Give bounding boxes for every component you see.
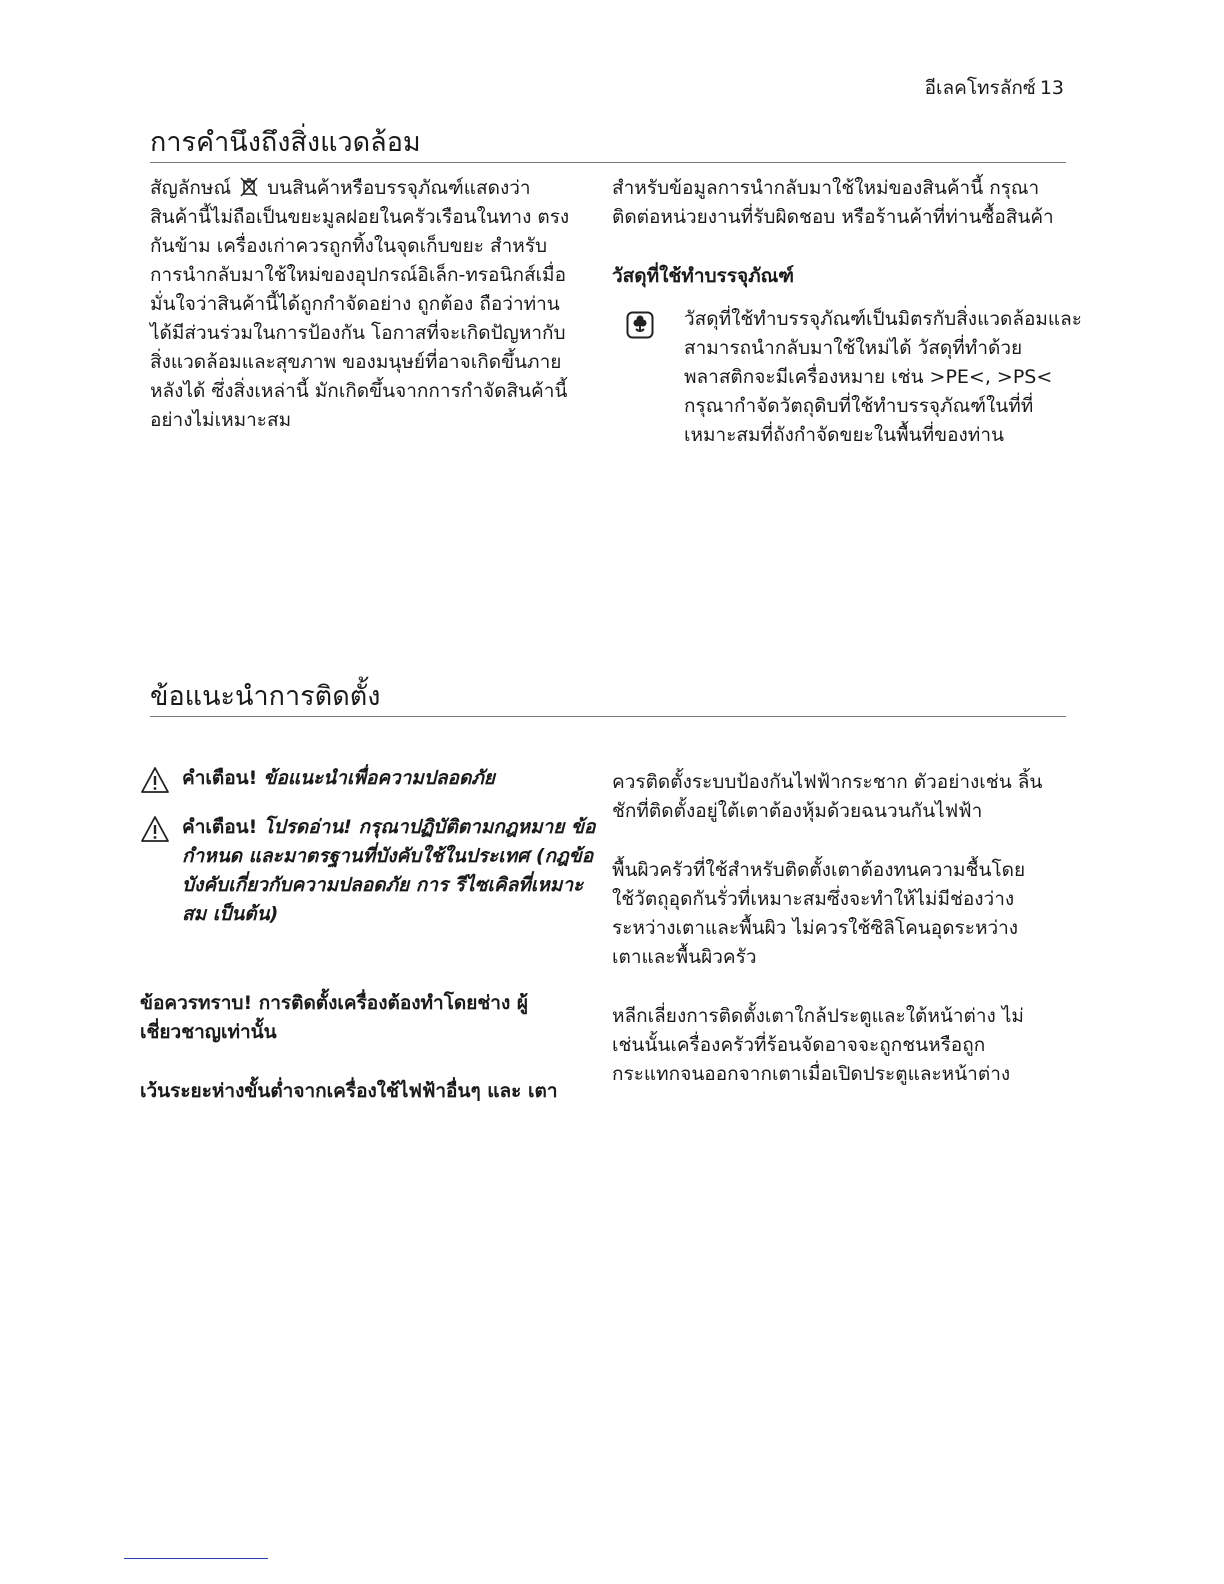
warning-text: ข้อแนะนำเพื่อความปลอดภัย xyxy=(263,767,495,789)
brand-name: อีเลคโทรลักซ์ xyxy=(924,77,1036,99)
disposal-text-lead: สัญลักษณ์ xyxy=(150,177,232,199)
warning-safety xyxy=(140,764,600,793)
recycle-packaging-icon xyxy=(626,311,654,339)
installation-right-column xyxy=(612,768,1052,1089)
environment-disposal-paragraph xyxy=(150,174,570,435)
warning-label: คำเตือน! xyxy=(182,816,258,838)
packaging-heading: วัสดุที่ใช้ทำบรรจุภัณฑ์ xyxy=(612,265,795,287)
warning-text: โปรดอ่าน! กรุณาปฏิบัติตามกฎหมาย ข้อกำหนด และมาตรฐานที่บังคับใช้ในประเทศ (กฎข้อบังคับเกี่ยวกับความปลอดภัย การ รีไซเคิลที่เหมาะสม เป็นต้น) xyxy=(182,816,596,925)
warning-triangle-icon xyxy=(140,766,170,794)
crossed-out-bin-icon xyxy=(239,176,259,198)
page-header xyxy=(925,76,1064,100)
warning-regulations xyxy=(140,813,600,929)
environment-section-title: การคำนึงถึงสิ่งแวดล้อม xyxy=(150,126,1066,163)
page-number: 13 xyxy=(1039,77,1064,99)
environment-left-column xyxy=(150,174,570,435)
packaging-block xyxy=(612,305,1087,450)
recycling-info-paragraph: สำหรับข้อมูลการนำกลับมาใช้ใหม่ของสินค้านี้ กรุณา ติดต่อหน่วยงานที่รับผิดชอบ หรือร้านค้าที่ท่านซื้อสินค้า xyxy=(612,177,1054,228)
door-window-paragraph: หลีกเลี่ยงการติดตั้งเตาใกล้ประตูและใต้หน้าต่าง ไม่เช่นนั้นเครื่องครัวที่ร้อนจัดอาจจะถูกชนหรือถูก กระแทกจนออกจากเตาเมื่อเปิดประตูและหน้าต่าง xyxy=(612,1005,1024,1085)
installation-section-title: ข้อแนะนำการติดตั้ง xyxy=(150,680,1066,717)
installation-left-column xyxy=(140,764,600,1106)
warning-label: คำเตือน! xyxy=(182,767,258,789)
warning-triangle-icon xyxy=(140,815,170,843)
footer-rule xyxy=(124,1558,268,1559)
distance-note: เว้นระยะห่างขั้นต่ำจากเครื่องใช้ไฟฟ้าอื่นๆ และ เตา xyxy=(140,1080,558,1102)
environment-right-column xyxy=(612,174,1087,450)
disposal-text-body: บนสินค้าหรือบรรจุภัณฑ์แสดงว่า สินค้านี้ไม่ถือเป็นขยะมูลฝอยในครัวเรือนในทาง ตรงกันข้าม เครื่องเก่าควรถูกทิ้งในจุดเก็บขยะ สำหรับการนำกลับมาใช้ใหม่ของอุปกรณ์อิเล็ก-ทรอนิกส์เมื่อมั่นใจว่าสินค้านี้ได้ถูกกำจัดอย่าง ถูกต้อง ถือว่าท่านได้มีส่วนร่วมในการป้องกัน โอกาสที่จะเกิดปัญหากับสิ่งแวดล้อมและสุขภาพ ของมนุษย์ที่อาจเกิดขึ้นภายหลังได้ ซึ่งสิ่งเหล่านี้ มักเกิดขึ้นจากการกำจัดสินค้านี้อย่างไม่เหมาะสม xyxy=(150,177,570,431)
technician-note: ข้อควรทราบ! การติดตั้งเครื่องต้องทำโดยช่าง ผู้เชี่ยวชาญเท่านั้น xyxy=(140,992,528,1043)
surge-protection-paragraph: ควรติดตั้งระบบป้องกันไฟฟ้ากระชาก ตัวอย่างเช่น ลิ้นชักที่ติดตั้งอยู่ใต้เตาต้องหุ้มด้วยฉนวนกันไฟฟ้า xyxy=(612,771,1043,822)
surface-moisture-paragraph: พื้นผิวครัวที่ใช้สำหรับติดตั้งเตาต้องทนความชื้นโดย ใช้วัตถุอุดกันรั่วที่เหมาะสมซึ่งจะทำให้ไม่มีช่องว่าง ระหว่างเตาและพื้นผิว ไม่ควรใช้ซิลิโคนอุดระหว่าง เตาและพื้นผิวครัว xyxy=(612,859,1026,968)
packaging-text: วัสดุที่ใช้ทำบรรจุภัณฑ์เป็นมิตรกับสิ่งแวดล้อมและ สามารถนำกลับมาใช้ใหม่ได้ วัสดุที่ทำด้วย พลาสติกจะมีเครื่องหมาย เช่น >PE<, >PS< กรุณากำจัดวัตถุดิบที่ใช้ทำบรรจุภัณฑ์ในที่ที่ เหมาะสมที่ถังกำจัดขยะในพื้นที่ของท่าน xyxy=(684,308,1082,446)
